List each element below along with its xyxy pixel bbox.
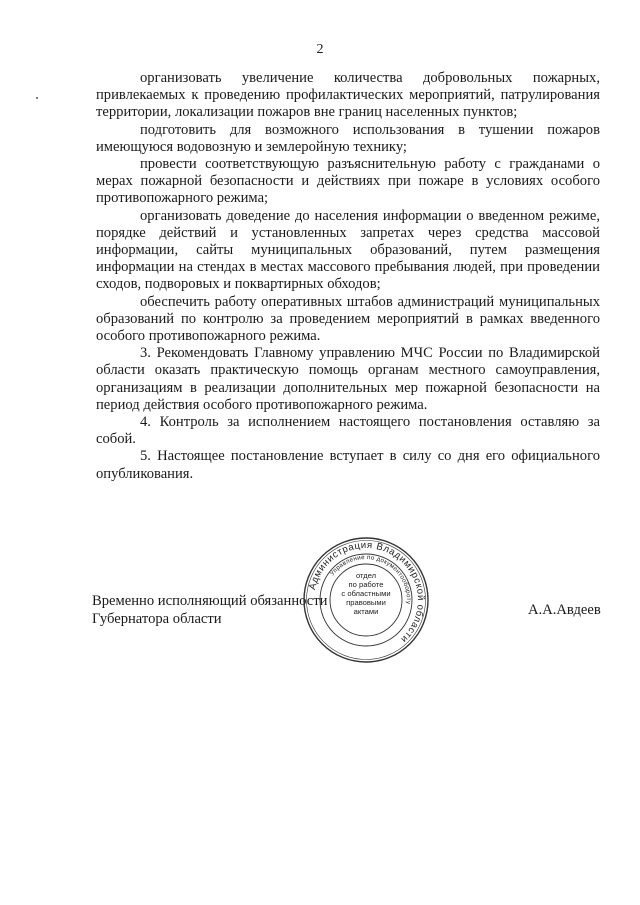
paragraph-item-5: 5. Настоящее постановление вступает в силу со дня его официального опубликования. bbox=[96, 448, 600, 482]
paragraph-public-information: организовать доведение до населения информации о введенном режиме, порядке действий и установленных запретах через средства массовой информации, сайты муниципальных образований, путем размещения информации на стендах в местах массового пребывания людей, при проведении сходов, подворовых и поквартирных обходов; bbox=[96, 207, 600, 293]
seal-center-line: по работе bbox=[348, 580, 384, 589]
scan-speck bbox=[36, 97, 38, 99]
page-number: 2 bbox=[316, 42, 324, 57]
seal-outer-text: Администрация Владимирской области bbox=[307, 539, 427, 646]
seal-center-line: с областными bbox=[341, 589, 391, 598]
official-seal bbox=[301, 535, 431, 665]
paragraph-volunteer-firefighters: организовать увеличение количества добровольных пожарных, привлекаемых к проведению профилактических мероприятий, патрулирования территории, локализации пожаров вне границ населенных пунктов; bbox=[96, 70, 600, 121]
paragraph-item-4: 4. Контроль за исполнением настоящего постановления оставляю за собой. bbox=[96, 414, 600, 448]
signatory-name: А.А.Авдеев bbox=[528, 602, 601, 618]
signatory-position-line-2: Губернатора области bbox=[92, 610, 222, 627]
seal-center-text bbox=[332, 571, 400, 616]
document-body bbox=[96, 70, 600, 483]
seal-center-line: актами bbox=[353, 607, 379, 616]
seal-inner-text: Управление по документообороту bbox=[328, 553, 413, 605]
paragraph-explanatory-work: провести соответствующую разъяснительную работу с гражданами о мерах пожарной безопасности и действиях при пожаре в условиях особого противопожарного режима; bbox=[96, 156, 600, 207]
paragraph-equipment: подготовить для возможного использования в тушении пожаров имеющуюся водовозную и землеройную технику; bbox=[96, 121, 600, 155]
paragraph-item-3: 3. Рекомендовать Главному управлению МЧС России по Владимирской области оказать практическую помощь органам местного самоуправления, организациям в реализации дополнительных мер пожарной безопасности на период действия особого противопожарного режима. bbox=[96, 345, 600, 413]
seal-center-line: отдел bbox=[355, 571, 377, 580]
seal-center-line: правовыми bbox=[346, 598, 386, 607]
signatory-position-line-1: Временно исполняющий обязанности bbox=[92, 593, 328, 609]
paragraph-operational-headquarters: обеспечить работу оперативных штабов администраций муниципальных образований по контролю за проведением мероприятий в рамках введенного особого противопожарного режима. bbox=[96, 293, 600, 345]
